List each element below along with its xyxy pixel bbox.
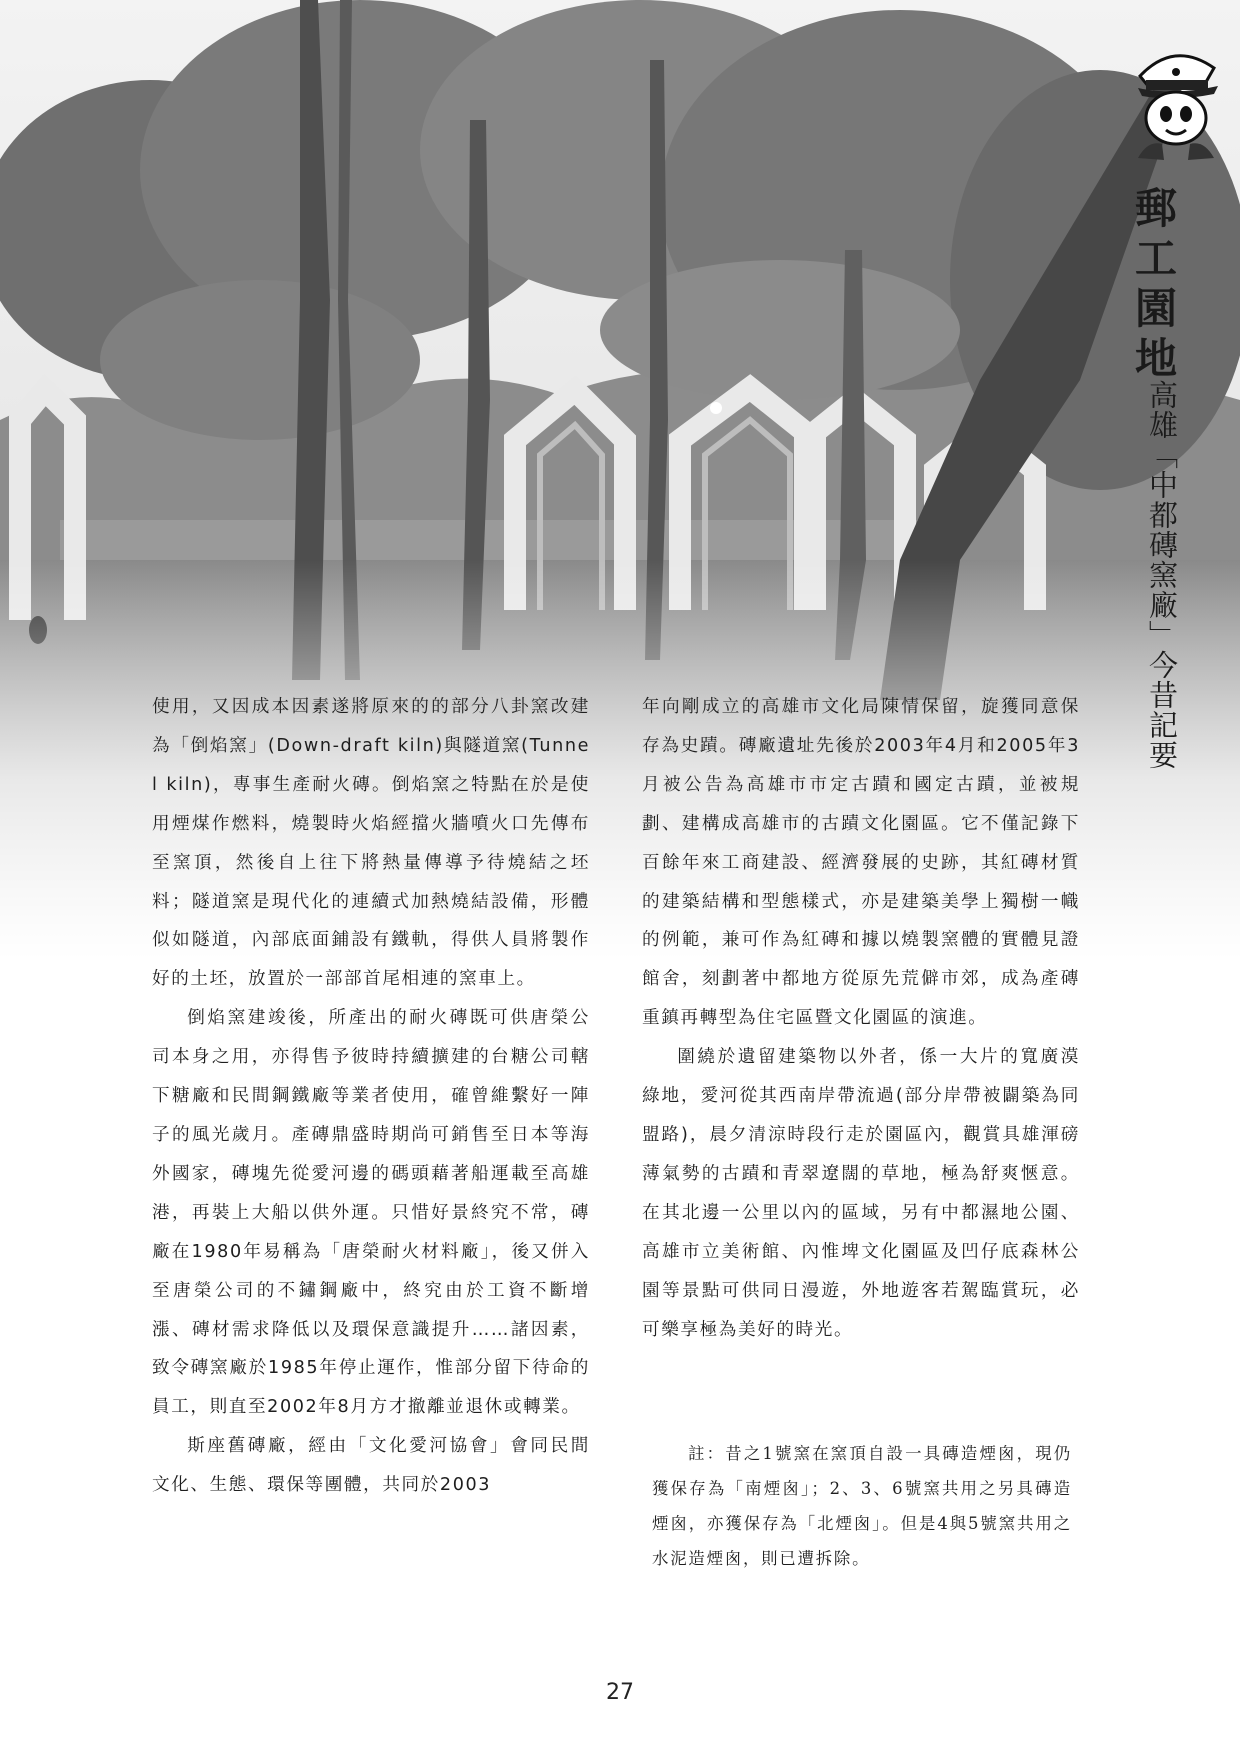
footnote [652, 1436, 1072, 1576]
right-column [642, 688, 1080, 1349]
paragraph: 倒焰窯建竣後，所產出的耐火磚既可供唐榮公司本身之用，亦得售予彼時持續擴建的台糖公司轄下糖廠和民間鋼鐵廠等業者使用，確曾維繫好一陣子的風光歲月。產磚鼎盛時期尚可銷售至日本等海外國家，磚塊先從愛河邊的碼頭藉著船運載至高雄港，再裝上大船以供外運。只惜好景終究不常，磚廠在1980年易稱為「唐榮耐火材料廠」，後又併入至唐榮公司的不鏽鋼廠中，終究由於工資不斷增漲、磚材需求降低以及環保意識提升……諸因素，致令磚窯廠於1985年停止運作，惟部分留下待命的員工，則直至2002年8月方才撤離並退休或轉業。 [152, 1008, 590, 1418]
section-title: 郵工園地 [1129, 186, 1178, 386]
left-column [152, 688, 590, 1505]
postman-mascot-icon [1118, 42, 1230, 162]
article-title: 高雄「中都磚窯廠」今昔記要 [1145, 380, 1179, 770]
paragraph: 使用，又因成本因素遂將原來的的部分八卦窯改建為「倒焰窯」(Down-draft kiln)與隧道窯(Tunnel kiln)，專事生產耐火磚。倒焰窯之特點在於是使用煙煤作燃料，燒製時火焰經擋火牆噴火口先傳布至窯頂，然後自上往下將熱量傳導予待燒結之坯料；隧道窯是現代化的連續式加熱燒結設備，形體似如隧道，內部底面鋪設有鐵軌，得供人員將製作好的土坯，放置於一部部首尾相連的窯車上。 [152, 697, 590, 990]
footnote-text: 註：昔之1號窯在窯頂自設一具磚造煙囪，現仍獲保存為「南煙囪」；2、3、6號窯共用之另具磚造煙囪，亦獲保存為「北煙囪」。但是4與5號窯共用之水泥造煙囪，則已遭拆除。 [652, 1444, 1072, 1568]
paragraph: 年向剛成立的高雄市文化局陳情保留，旋獲同意保存為史蹟。磚廠遺址先後於2003年4月和2005年3月被公告為高雄市市定古蹟和國定古蹟，並被規劃、建構成高雄市的古蹟文化園區。它不僅記錄下百餘年來工商建設、經濟發展的史跡，其紅磚材質的建築結構和型態樣式，亦是建築美學上獨樹一幟的例範，兼可作為紅磚和據以燒製窯體的實體見證館舍，刻劃著中都地方從原先荒僻市郊，成為產磚重鎮再轉型為住宅區暨文化園區的演進。 [642, 697, 1080, 1029]
paragraph: 圍繞於遺留建築物以外者，係一大片的寬廣漠綠地，愛河從其西南岸帶流過(部分岸帶被闢築為同盟路)，晨夕清涼時段行走於園區內，觀賞具雄渾磅薄氣勢的古蹟和青翠遼闊的草地，極為舒爽愜意。在其北邊一公里以內的區域，另有中都濕地公園、高雄市立美術館、內惟埤文化園區及凹仔底森林公園等景點可供同日漫遊，外地遊客若駕臨賞玩，必可樂享極為美好的時光。 [642, 1047, 1080, 1340]
page-number: 27 [606, 1680, 634, 1705]
paragraph: 斯座舊磚廠，經由「文化愛河協會」會同民間文化、生態、環保等團體，共同於2003 [152, 1436, 590, 1496]
